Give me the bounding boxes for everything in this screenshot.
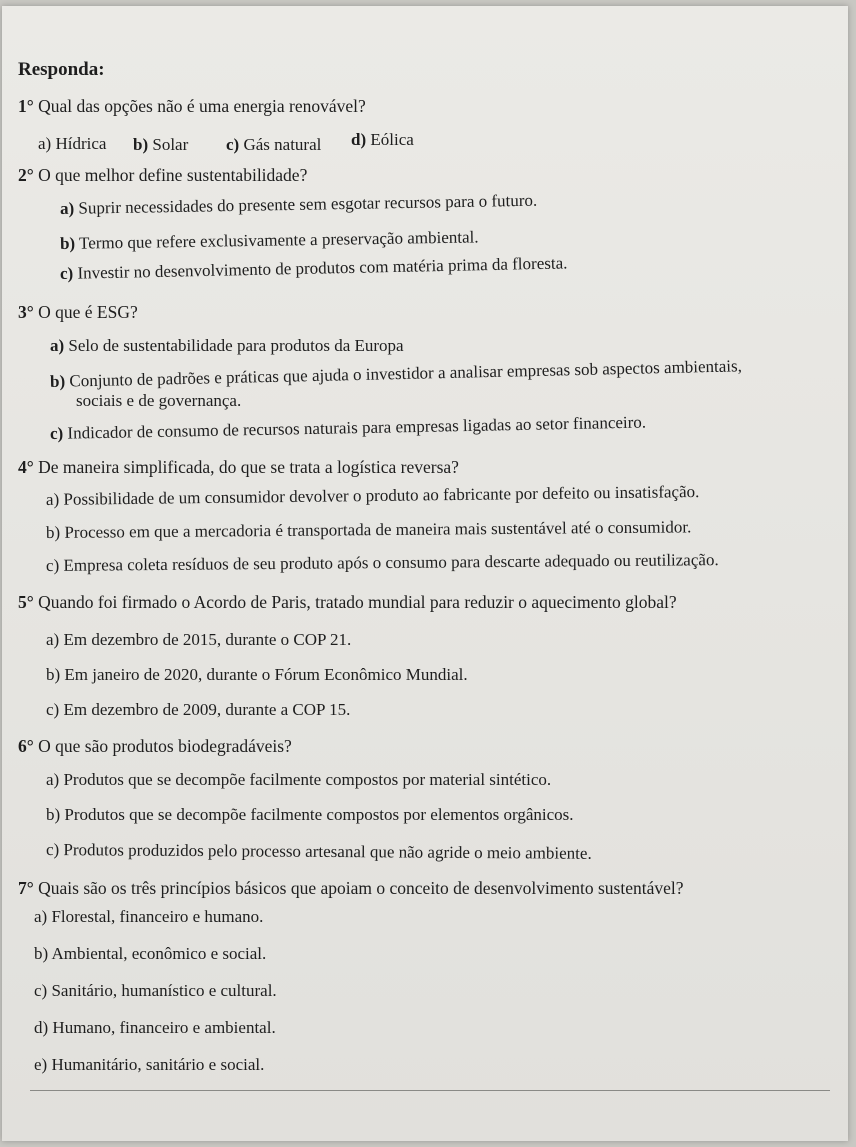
option-label: c) — [59, 263, 74, 283]
option — [46, 805, 574, 825]
option — [46, 840, 592, 864]
option — [34, 944, 266, 964]
question-4 — [18, 457, 459, 477]
option-label: b) — [34, 944, 49, 963]
question-number: 2° — [18, 165, 34, 185]
option — [38, 134, 106, 154]
option — [34, 1055, 264, 1075]
option-text: Possibilidade de um consumidor devolver o produto ao fabricante por defeito ou insatisfação. — [63, 482, 700, 509]
option-label: a) — [50, 336, 65, 355]
option — [46, 482, 700, 510]
option — [34, 981, 277, 1001]
question-text: Quando foi firmado o Acordo de Paris, tratado mundial para reduzir o aquecimento global? — [38, 592, 677, 612]
option-label: a) — [34, 907, 48, 926]
option-label: b) — [133, 135, 149, 154]
option-text: Termo que refere exclusivamente a preservação ambiental. — [78, 227, 479, 253]
option-text: Humano, financeiro e ambiental. — [52, 1018, 276, 1037]
option-text: Empresa coleta resíduos de seu produto após o consumo para descarte adequado ou reutilização. — [63, 550, 719, 575]
option — [60, 191, 538, 219]
question-text: O que melhor define sustentabilidade? — [38, 165, 308, 185]
question-7 — [18, 878, 684, 898]
question-text: Qual das opções não é uma energia renovável? — [38, 96, 366, 116]
question-1 — [18, 96, 366, 116]
option-text: Produtos que se decompõe facilmente compostos por elementos orgânicos. — [64, 805, 574, 824]
question-number: 1° — [18, 96, 34, 116]
option — [34, 1018, 276, 1038]
option-text: Solar — [152, 135, 189, 154]
option — [46, 665, 468, 685]
option-label: a) — [46, 630, 60, 649]
option — [60, 227, 479, 254]
option-label: c) — [34, 981, 48, 1000]
divider — [30, 1090, 830, 1091]
page-title: Responda: — [18, 59, 105, 80]
question-2 — [18, 165, 307, 185]
option-text: Eólica — [370, 130, 414, 149]
question-number: 3° — [18, 302, 34, 322]
option-text: Florestal, financeiro e humano. — [51, 907, 264, 926]
question-number: 5° — [18, 592, 34, 612]
option-label: c) — [45, 840, 60, 860]
question-6 — [18, 736, 292, 756]
option-text: Produtos produzidos pelo processo artesanal que não agride o meio ambiente. — [63, 840, 592, 863]
option — [50, 336, 404, 356]
option-text: Suprir necessidades do presente sem esgotar recursos para o futuro. — [78, 190, 538, 218]
question-number: 7° — [18, 878, 34, 898]
question-text: De maneira simplificada, do que se trata a logística reversa? — [38, 457, 459, 477]
option — [226, 135, 321, 155]
option-text: Conjunto de padrões e práticas que ajuda o investidor a analisar empresas sob aspectos ambientais, — [69, 356, 743, 391]
option-label: b) — [46, 805, 61, 824]
option-label: b) — [45, 522, 61, 542]
option-text: Processo em que a mercadoria é transportada de maneira mais sustentável até o consumidor. — [64, 517, 692, 542]
option — [50, 413, 646, 444]
question-5 — [18, 592, 677, 612]
question-text: O que é ESG? — [38, 302, 138, 322]
option-text: Hídrica — [55, 134, 107, 153]
option — [133, 135, 188, 155]
option — [60, 253, 568, 284]
option-label: b) — [59, 233, 76, 253]
option — [46, 770, 551, 790]
option-label: b) — [49, 371, 66, 391]
option-text: Em dezembro de 2015, durante o COP 21. — [63, 630, 352, 649]
option-label: a) — [45, 489, 60, 509]
option-label: c) — [49, 423, 64, 443]
option-text: Gás natural — [243, 135, 322, 154]
option — [351, 130, 414, 150]
question-number: 6° — [18, 736, 34, 756]
option-text: Investir no desenvolvimento de produtos com matéria prima da floresta. — [77, 253, 568, 283]
option-label: c) — [226, 135, 240, 154]
option-text: Ambiental, econômico e social. — [51, 944, 267, 963]
option-label: a) — [38, 134, 52, 153]
question-text: Quais são os três princípios básicos que apoiam o conceito de desenvolvimento sustentável? — [38, 878, 684, 898]
option — [46, 550, 719, 576]
option-text: Selo de sustentabilidade para produtos da Europa — [68, 336, 404, 355]
option-text: Produtos que se decompõe facilmente compostos por material sintético. — [63, 770, 552, 789]
option-label: a) — [46, 770, 60, 789]
option — [46, 517, 691, 543]
question-3 — [18, 302, 138, 322]
option-text: Indicador de consumo de recursos naturais para empresas ligadas ao setor financeiro. — [67, 412, 647, 443]
option-text: Sanitário, humanístico e cultural. — [51, 981, 277, 1000]
option — [34, 907, 263, 927]
option-label: c) — [45, 555, 60, 575]
option-text: Em dezembro de 2009, durante a COP 15. — [63, 700, 351, 719]
option — [46, 700, 350, 720]
option-text: Em janeiro de 2020, durante o Fórum Econômico Mundial. — [64, 665, 468, 684]
option-label: b) — [46, 665, 61, 684]
option — [50, 356, 742, 392]
question-number: 4° — [18, 457, 34, 477]
option — [46, 630, 351, 650]
option-label: d) — [34, 1018, 49, 1037]
option-text: Humanitário, sanitário e social. — [51, 1055, 265, 1074]
option-label: e) — [34, 1055, 48, 1074]
option-continuation: sociais e de governança. — [76, 391, 242, 410]
question-text: O que são produtos biodegradáveis? — [38, 736, 292, 756]
option-label: a) — [59, 198, 75, 218]
option-label: c) — [46, 700, 60, 719]
option-label: d) — [351, 130, 367, 149]
